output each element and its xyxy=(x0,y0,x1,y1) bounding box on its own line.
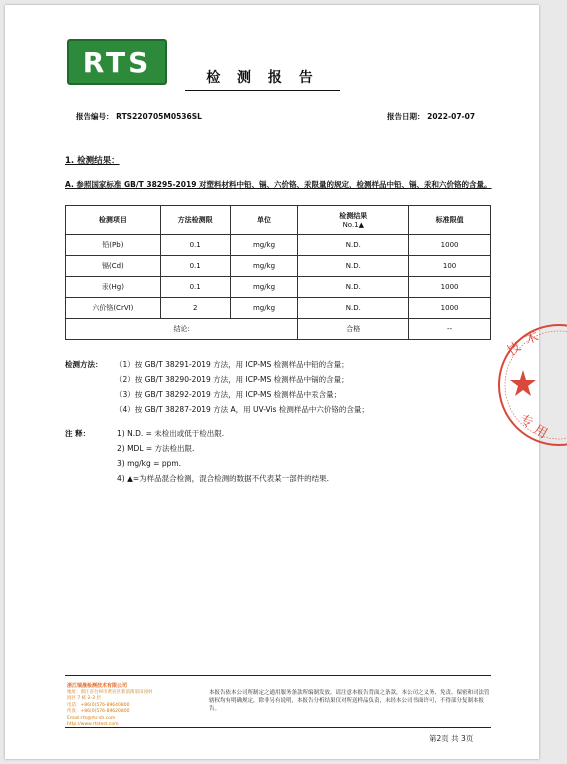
report-number-value: RTS220705M0536SL xyxy=(116,112,202,121)
cell-limit: 100 xyxy=(409,256,491,277)
stamp-char: 技 xyxy=(504,339,524,360)
cell-item: 汞(Hg) xyxy=(66,277,161,298)
company-line: 电话：+86(0)576-89640800 xyxy=(67,702,130,708)
note-item: 4) ▲=为样品混合检测，混合检测的数据不代表某一部件的结果. xyxy=(117,474,330,483)
disclaimer-text: 本报告依本公司所制定之通用服务条款所编制发放。请注意本报告背面之条款，本公司之义务、免责、保密和司法管辖权均有明确规定，除非另有说明，本报告分析结果仅对所送样品负责，未经本公司书面许可，不得部分复制本报告。 xyxy=(209,690,490,712)
report-number xyxy=(76,111,202,122)
cell-unit: mg/kg xyxy=(230,298,298,319)
cell-unit: mg/kg xyxy=(230,277,298,298)
header-unit: 单位 xyxy=(230,206,298,235)
cell-item: 六价铬(CrVI) xyxy=(66,298,161,319)
report-page xyxy=(5,5,550,759)
company-info xyxy=(67,683,153,729)
seal-star-icon xyxy=(510,370,536,396)
section-title: 1. 检测结果： xyxy=(65,156,120,166)
header-result-label: 检测结果 xyxy=(339,212,368,220)
company-line: http://www.rtstest.com xyxy=(67,722,119,727)
results-table xyxy=(65,205,491,340)
method-item: （3）按 GB/T 38292-2019 方法，用 ICP-MS 检测样品中汞含量； xyxy=(115,390,342,399)
method-item: （4）按 GB/T 38287-2019 方法 A，用 UV-Vis 检测样品中六价铬的含量； xyxy=(115,405,369,414)
table-header-row xyxy=(66,206,491,235)
official-seal-stamp xyxy=(497,320,567,450)
note-item: 3) mg/kg = ppm. xyxy=(117,459,182,468)
header-result-sample: No.1▲ xyxy=(342,221,365,229)
conclusion-value: 合格 xyxy=(298,319,409,340)
company-line: 园区 7 栋 2-3 层 xyxy=(67,696,101,701)
report-title: 检 测 报 告 xyxy=(185,67,340,91)
cell-result: N.D. xyxy=(298,235,409,256)
header-result xyxy=(298,206,409,235)
cell-mdl: 0.1 xyxy=(160,235,230,256)
note-item: 2) MDL = 方法检出限. xyxy=(117,444,195,453)
cell-result: N.D. xyxy=(298,298,409,319)
note-item: 1) N.D. = 未检出或低于检出限. xyxy=(117,429,225,438)
header-item: 检测项目 xyxy=(66,206,161,235)
header-mdl: 方法检测限 xyxy=(160,206,230,235)
company-line: 地址：浙江省台州市黄岩区新前街道田园村 xyxy=(67,689,153,695)
report-date-label: 报告日期： xyxy=(387,112,425,121)
cell-unit: mg/kg xyxy=(230,256,298,277)
conclusion-label: 结论: xyxy=(66,319,298,340)
stamp-char: 专 xyxy=(517,412,535,432)
test-methods xyxy=(65,357,369,417)
rts-logo xyxy=(67,39,167,85)
company-line: 传真：+86(0)576-89620800 xyxy=(67,709,130,714)
cell-result: N.D. xyxy=(298,256,409,277)
cell-item: 镉(Cd) xyxy=(66,256,161,277)
stamp-char: 术 xyxy=(523,329,541,348)
report-date-value: 2022-07-07 xyxy=(427,112,476,121)
conclusion-limit: -- xyxy=(409,319,491,340)
page-number: 第2页 共 3页 xyxy=(429,734,474,743)
table-row xyxy=(66,298,491,319)
company-name: 浙江瑞晟检测技术有限公司 xyxy=(67,683,128,689)
method-item: （1）按 GB/T 38291-2019 方法，用 ICP-MS 检测样品中铅的含量； xyxy=(115,360,349,369)
company-line: Email:rts@rts-sh.com xyxy=(67,715,116,721)
cell-mdl: 0.1 xyxy=(160,277,230,298)
logo-text: RTS xyxy=(82,45,152,79)
cell-limit: 1000 xyxy=(409,298,491,319)
footer-divider-bottom xyxy=(65,727,491,728)
cell-item: 铅(Pb) xyxy=(66,235,161,256)
table-row xyxy=(66,256,491,277)
cell-mdl: 0.1 xyxy=(160,256,230,277)
header-limit: 标准限值 xyxy=(409,206,491,235)
table-row xyxy=(66,277,491,298)
conclusion-row xyxy=(66,319,491,340)
footer-divider-top xyxy=(65,675,491,676)
cell-limit: 1000 xyxy=(409,277,491,298)
notes-label: 注 释： xyxy=(65,429,91,438)
report-date xyxy=(387,111,475,122)
methods-label: 检测方法： xyxy=(65,360,103,369)
cell-unit: mg/kg xyxy=(230,235,298,256)
stamp-char: 用 xyxy=(531,422,550,442)
table-row xyxy=(66,235,491,256)
cell-limit: 1000 xyxy=(409,235,491,256)
cell-mdl: 2 xyxy=(160,298,230,319)
cell-result: N.D. xyxy=(298,277,409,298)
notes xyxy=(65,426,329,486)
subsection-title: A. 参照国家标准 GB/T 38295-2019 对塑料材料中铅、镉、六价铬、汞限量的规定，检测样品中铅、镉、汞和六价铬的含量。 xyxy=(65,180,492,189)
report-number-label: 报告编号： xyxy=(76,112,114,121)
method-item: （2）按 GB/T 38290-2019 方法，用 ICP-MS 检测样品中镉的含量； xyxy=(115,375,349,384)
